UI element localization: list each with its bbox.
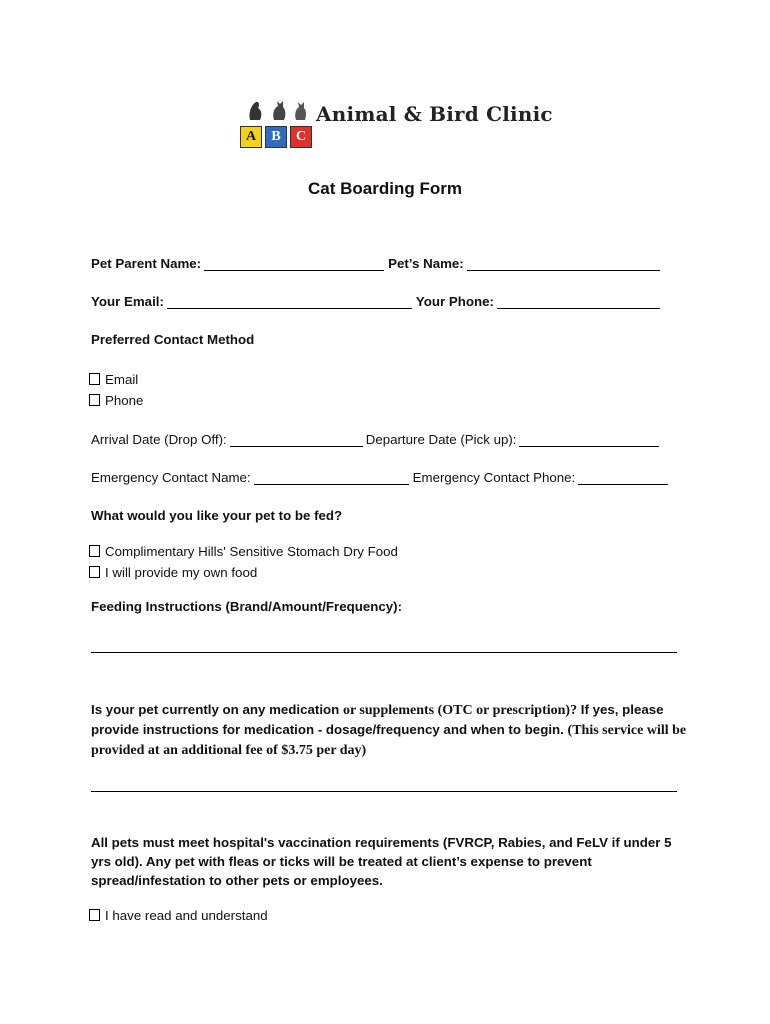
feeding-instructions-line[interactable] (91, 652, 677, 653)
email-field[interactable] (167, 295, 412, 309)
arrival-date-field[interactable] (230, 433, 363, 447)
animals-illustration-icon (244, 98, 310, 122)
emergency-contact-name-label: Emergency Contact Name: (91, 470, 251, 485)
logo-block-b: B (265, 126, 287, 148)
phone-label: Your Phone: (415, 294, 494, 309)
pets-name-field[interactable] (467, 257, 660, 271)
phone-checkbox[interactable] (89, 394, 100, 406)
email-label: Your Email: (91, 294, 164, 309)
logo-block-a: A (240, 126, 262, 148)
acknowledge-checkbox[interactable] (89, 909, 100, 921)
pets-name-label: Pet’s Name: (388, 256, 464, 271)
form-title: Cat Boarding Form (308, 179, 462, 198)
vaccination-paragraph: All pets must meet hospital's vaccination requirements (FVRCP, Rabies, and FeLV if under 5 yrs old). Any pet with fleas or ticks will be treated at client’s expense to prevent spread/infestation to other pets or employees. (91, 835, 672, 888)
phone-field[interactable] (497, 295, 660, 309)
medication-instructions-line[interactable] (91, 791, 677, 792)
emergency-contact-name-field[interactable] (254, 471, 409, 485)
departure-date-field[interactable] (519, 433, 659, 447)
clinic-name: Animal & Bird Clinic (316, 102, 553, 126)
medication-paragraph: Is your pet currently on any medication or supplements (OTC or prescription)? If yes, please provide instructions for medication - dosage/frequency and when to begin. (This service will be provided at an additional fee of $3.75 per day) (91, 702, 687, 758)
own-food-checkbox[interactable] (89, 566, 100, 578)
contact-row (91, 294, 664, 309)
email-checkbox[interactable] (89, 373, 100, 385)
dates-row (91, 432, 663, 447)
arrival-date-label: Arrival Date (Drop Off): (91, 432, 227, 447)
departure-date-label: Departure Date (Pick up): (365, 432, 517, 447)
contact-method-heading: Preferred Contact Method (91, 332, 255, 347)
acknowledge-option: I have read and understand (89, 908, 268, 923)
pet-parent-name-field[interactable] (204, 257, 384, 271)
emergency-row (91, 470, 672, 485)
pet-parent-name-label: Pet Parent Name: (91, 256, 202, 271)
logo-block-c: C (290, 126, 312, 148)
feeding-instructions-label: Feeding Instructions (Brand/Amount/Frequency): (91, 599, 403, 614)
feeding-question: What would you like your pet to be fed? (91, 508, 343, 523)
hills-food-checkbox[interactable] (89, 545, 100, 557)
emergency-contact-phone-label: Emergency Contact Phone: (412, 470, 576, 485)
pet-names-row (91, 256, 664, 271)
contact-option-phone: Phone (89, 393, 143, 408)
clinic-logo (238, 98, 553, 150)
feeding-option-own: I will provide my own food (89, 565, 257, 580)
feeding-option-hills: Complimentary Hills' Sensitive Stomach Dry Food (89, 544, 398, 559)
contact-option-email: Email (89, 372, 138, 387)
emergency-contact-phone-field[interactable] (578, 471, 668, 485)
